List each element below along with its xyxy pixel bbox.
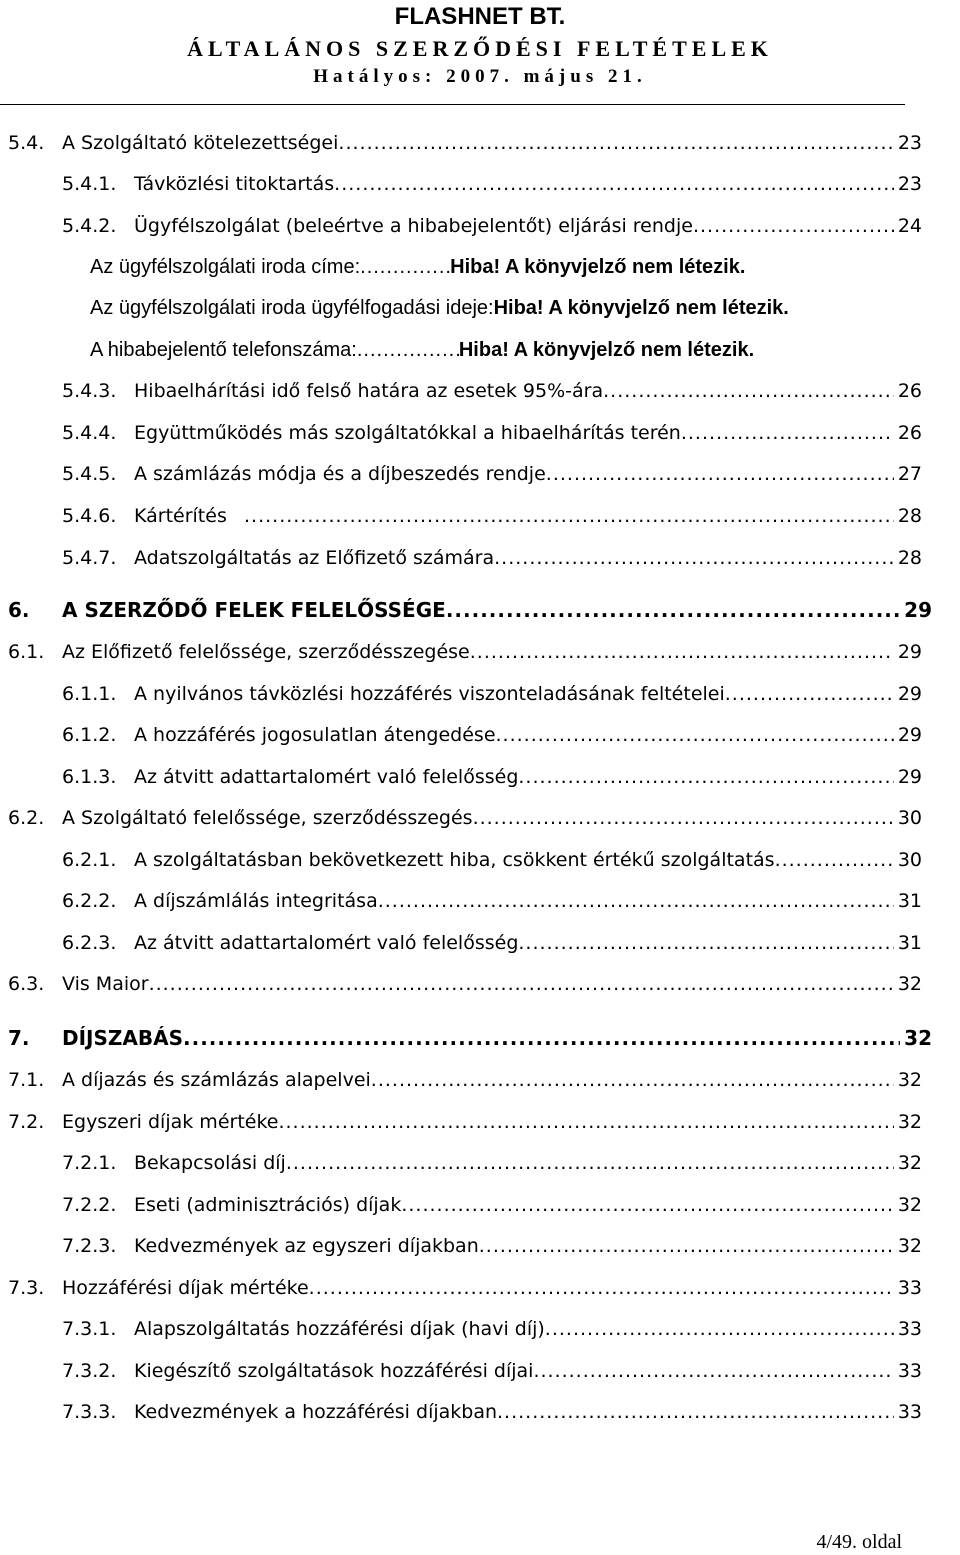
- toc-number: 5.4.1.: [62, 173, 117, 195]
- header-divider: [0, 104, 905, 105]
- toc-leader: [775, 844, 894, 876]
- toc-leader: [338, 127, 893, 159]
- toc-leader: [518, 761, 893, 793]
- toc-entry[interactable]: [8, 968, 922, 1000]
- toc-leader: [446, 594, 900, 626]
- toc-number: 7.2.: [8, 1111, 45, 1133]
- toc-leader: [693, 210, 894, 242]
- toc-leader: [183, 1022, 900, 1054]
- toc-page: 27: [897, 463, 922, 485]
- toc-number: 6.2.1.: [62, 849, 117, 871]
- toc-page: 24: [897, 215, 922, 237]
- toc-leader: [497, 1396, 894, 1428]
- toc-title: Az ügyfélszolgálati iroda ügyfélfogadási ideje:: [90, 297, 494, 319]
- toc-title: Kedvezmények a hozzáférési díjakban: [134, 1401, 498, 1423]
- toc-chapter[interactable]: [8, 1022, 932, 1054]
- toc-number: 7.3.1.: [62, 1318, 117, 1340]
- toc-leader: [149, 968, 894, 1000]
- toc-title: Vis Maior: [62, 973, 149, 995]
- toc-page: 28: [897, 505, 922, 527]
- toc-leader: [357, 334, 459, 366]
- toc-number: 6.: [8, 598, 30, 622]
- toc-entry[interactable]: [62, 542, 922, 574]
- toc-number: 5.4.5.: [62, 463, 117, 485]
- toc-page: 33: [897, 1401, 922, 1423]
- toc-leader: [725, 678, 894, 710]
- toc-page: 32: [897, 1235, 922, 1257]
- toc-page: 33: [897, 1360, 922, 1382]
- toc-title: Távközlési titoktartás: [134, 173, 335, 195]
- toc-entry[interactable]: [8, 127, 922, 159]
- toc-number: 7.2.1.: [62, 1152, 117, 1174]
- toc-title: A hibabejelentő telefonszáma:: [90, 339, 357, 361]
- toc-number: 5.4.: [8, 132, 45, 154]
- toc-entry-error[interactable]: [90, 292, 789, 324]
- toc-entry[interactable]: [62, 375, 922, 407]
- toc-title: Az Előfizető felelőssége, szerződésszegése: [62, 641, 470, 663]
- toc-page: 31: [897, 890, 922, 912]
- toc-title: A Szolgáltató kötelezettségei: [62, 132, 339, 154]
- toc-leader: [309, 1272, 894, 1304]
- toc-page: 29: [897, 724, 922, 746]
- toc-number: 6.2.2.: [62, 890, 117, 912]
- toc-number: 6.1.: [8, 641, 45, 663]
- toc-leader: [378, 885, 894, 917]
- toc-entry[interactable]: [8, 1272, 922, 1304]
- toc-leader: [533, 1355, 893, 1387]
- toc-number: 6.1.1.: [62, 683, 117, 705]
- toc-title: Kedvezmények az egyszeri díjakban: [134, 1235, 479, 1257]
- toc-entry-error[interactable]: [90, 251, 745, 283]
- toc-page: 29: [897, 683, 922, 705]
- toc-number: 5.4.2.: [62, 215, 117, 237]
- toc-page: 23: [897, 132, 922, 154]
- toc-chapter[interactable]: [8, 594, 932, 626]
- toc-entry[interactable]: [62, 1313, 922, 1345]
- toc-title: Ügyfélszolgálat (beleértve a hibabejelentőt) eljárási rendje: [134, 215, 693, 237]
- toc-title: Adatszolgáltatás az Előfizető számára: [134, 547, 495, 569]
- toc-entry[interactable]: [8, 636, 922, 668]
- toc-leader: [334, 168, 894, 200]
- bookmark-error: Hiba! A könyvjelző nem létezik.: [450, 256, 746, 278]
- toc-page: 32: [904, 1026, 932, 1050]
- toc-page: 32: [897, 1152, 922, 1174]
- toc-entry[interactable]: [62, 885, 922, 917]
- toc-number: 5.4.4.: [62, 422, 117, 444]
- toc-page: 31: [897, 932, 922, 954]
- toc-title: Az átvitt adattartalomért való felelősség: [134, 932, 519, 954]
- toc-leader: [545, 1313, 894, 1345]
- toc-page: 33: [897, 1277, 922, 1299]
- toc-title: DÍJSZABÁS: [62, 1026, 183, 1050]
- toc-page: 28: [897, 547, 922, 569]
- toc-title: Az átvitt adattartalomért való felelősség: [134, 766, 519, 788]
- toc-entry[interactable]: [62, 927, 922, 959]
- toc-entry[interactable]: [62, 1230, 922, 1262]
- toc-entry[interactable]: [8, 802, 922, 834]
- toc-page: 26: [897, 422, 922, 444]
- page-number: 4/49. oldal: [816, 1531, 902, 1553]
- toc-entry[interactable]: [62, 844, 922, 876]
- toc-number: 6.2.: [8, 807, 45, 829]
- toc-title: Eseti (adminisztrációs) díjak: [134, 1194, 402, 1216]
- toc-page: 26: [897, 380, 922, 402]
- toc-title: A szolgáltatásban bekövetkezett hiba, csökkent értékű szolgáltatás: [134, 849, 775, 871]
- toc-entry[interactable]: [8, 1106, 922, 1138]
- toc-entry[interactable]: [62, 417, 922, 449]
- toc-title: Együttműködés más szolgáltatókkal a hibaelhárítás terén: [134, 422, 681, 444]
- toc-leader: [518, 927, 893, 959]
- toc-title: Kiegészítő szolgáltatások hozzáférési díjai: [134, 1360, 534, 1382]
- toc-entry[interactable]: [8, 1064, 922, 1096]
- toc-page: 32: [897, 1111, 922, 1133]
- toc-number: 5.4.6.: [62, 505, 117, 527]
- toc-page: 32: [897, 1069, 922, 1091]
- toc-title: Hozzáférési díjak mértéke: [62, 1277, 309, 1299]
- document-title: ÁLTALÁNOS SZERZŐDÉSI FELTÉTELEK: [187, 36, 773, 61]
- toc-page: 23: [897, 173, 922, 195]
- toc-page: 30: [897, 807, 922, 829]
- toc-number: 7.3.3.: [62, 1401, 117, 1423]
- toc-number: 6.1.3.: [62, 766, 117, 788]
- toc-page: 29: [904, 598, 932, 622]
- toc-title: A díjazás és számlázás alapelvei: [62, 1069, 371, 1091]
- toc-number: 5.4.3.: [62, 380, 117, 402]
- toc-number: 7.: [8, 1026, 30, 1050]
- effective-date: Hatályos: 2007. május 21.: [313, 66, 647, 87]
- toc-title: Egyszeri díjak mértéke: [62, 1111, 279, 1133]
- bookmark-error: Hiba! A könyvjelző nem létezik.: [458, 339, 755, 361]
- toc-number: 5.4.7.: [62, 547, 117, 569]
- toc-page: 32: [897, 973, 922, 995]
- toc-leader: [496, 719, 894, 751]
- toc-title: Alapszolgáltatás hozzáférési díjak (havi díj): [134, 1318, 545, 1340]
- toc-entry[interactable]: [62, 1147, 922, 1179]
- toc-page: 33: [897, 1318, 922, 1340]
- toc-number: 6.1.2.: [62, 724, 117, 746]
- toc-number: 7.3.2.: [62, 1360, 117, 1382]
- toc-leader: [371, 1064, 894, 1096]
- toc-entry[interactable]: [62, 1396, 922, 1428]
- toc-leader: [546, 458, 894, 490]
- toc-leader: [494, 542, 894, 574]
- toc-leader: [681, 417, 894, 449]
- toc-leader: [470, 636, 894, 668]
- toc-entry[interactable]: [62, 168, 922, 200]
- toc-title: A nyilvános távközlési hozzáférés viszonteladásának feltételei: [134, 683, 725, 705]
- toc-title: Az ügyfélszolgálati iroda címe:: [90, 256, 361, 278]
- toc-page: 32: [897, 1194, 922, 1216]
- toc-entry[interactable]: [62, 719, 922, 751]
- toc-title: A számlázás módja és a díjbeszedés rendje: [134, 463, 546, 485]
- company-name: FLASHNET BT.: [394, 3, 566, 30]
- toc-entry[interactable]: [62, 1355, 922, 1387]
- toc-page: 30: [897, 849, 922, 871]
- toc-title: A SZERZŐDŐ FELEK FELELŐSSÉGE: [62, 598, 446, 622]
- toc-number: 7.2.3.: [62, 1235, 117, 1257]
- toc-entry[interactable]: [62, 458, 922, 490]
- toc-entry[interactable]: [62, 1189, 922, 1221]
- toc-entry[interactable]: [62, 678, 922, 710]
- toc-title: A hozzáférés jogosulatlan átengedése: [134, 724, 496, 746]
- toc-title: A Szolgáltató felelőssége, szerződésszegés: [62, 807, 473, 829]
- toc-leader: [479, 1230, 894, 1262]
- toc-page: 29: [897, 766, 922, 788]
- toc-leader: [278, 1106, 893, 1138]
- toc-number: 6.3.: [8, 973, 45, 995]
- toc-leader: [603, 375, 894, 407]
- toc-number: 6.2.3.: [62, 932, 117, 954]
- toc-title: A díjszámlálás integritása: [134, 890, 378, 912]
- toc-leader: [360, 251, 450, 283]
- bookmark-error: Hiba! A könyvjelző nem létezik.: [493, 297, 789, 319]
- toc-number: 7.1.: [8, 1069, 45, 1091]
- toc-leader: [401, 1189, 893, 1221]
- toc-number: 7.3.: [8, 1277, 45, 1299]
- toc-entry[interactable]: [62, 500, 922, 532]
- toc-page: 29: [897, 641, 922, 663]
- toc-title: Hibaelhárítási idő felső határa az esetek 95%-ára: [134, 380, 604, 402]
- toc-entry[interactable]: [62, 210, 922, 242]
- toc-entry[interactable]: [62, 761, 922, 793]
- toc-leader: [473, 802, 894, 834]
- toc-leader: [286, 1147, 894, 1179]
- toc-entry-error[interactable]: [90, 334, 754, 366]
- toc-title: Bekapcsolási díj: [134, 1152, 286, 1174]
- toc-number: 7.2.2.: [62, 1194, 117, 1216]
- toc-leader: [244, 500, 894, 532]
- toc-title: Kártérítés: [134, 505, 227, 527]
